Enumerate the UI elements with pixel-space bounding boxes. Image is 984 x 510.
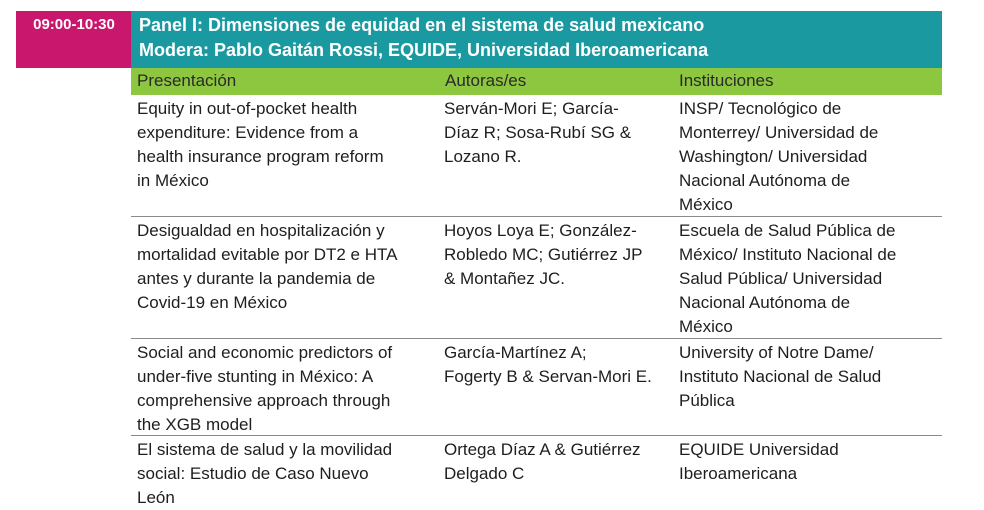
row-presentation: Desigualdad en hospitalización y mortalidad evitable por DT2 e HTA antes y durante la pandemia de Covid-19 en México (137, 221, 398, 312)
panel-moderator: Modera: Pablo Gaitán Rossi, EQUIDE, Universidad Iberoamericana (139, 40, 709, 60)
row-institutions: EQUIDE Universidad Iberoamericana (679, 440, 839, 483)
panel-title: Panel I: Dimensiones de equidad en el sistema de salud mexicano (139, 15, 705, 35)
table-row (131, 436, 942, 506)
row-authors: García-Martínez A; Fogerty B & Servan-Mori E. (444, 343, 652, 386)
row-authors: Ortega Díaz A & Gutiérrez Delgado C (444, 440, 641, 483)
table-row (131, 339, 942, 436)
column-header-institutions: Instituciones (679, 71, 774, 90)
row-presentation: Social and economic predictors of under-five stunting in México: A comprehensive approach through the XGB model (137, 343, 393, 434)
panel-header (131, 11, 942, 68)
row-authors: Hoyos Loya E; González- Robledo MC; Gutiérrez JP & Montañez JC. (444, 221, 643, 288)
column-header-row (131, 68, 942, 95)
table-row (131, 217, 942, 339)
row-institutions: University of Notre Dame/ Instituto Nacional de Salud Pública (679, 343, 882, 410)
column-header-authors: Autoras/es (445, 71, 527, 90)
column-header-presentation: Presentación (137, 71, 237, 90)
row-presentation: Equity in out-of-pocket health expenditure: Evidence from a health insurance program reform in México (137, 99, 384, 190)
schedule-table (131, 95, 942, 506)
row-presentation: El sistema de salud y la movilidad social: Estudio de Caso Nuevo León (137, 440, 393, 507)
row-institutions: Escuela de Salud Pública de México/ Instituto Nacional de Salud Pública/ Universidad Nacional Autónoma de México (679, 221, 897, 336)
table-row (131, 95, 942, 217)
session-time: 09:00-10:30 (16, 11, 132, 68)
row-institutions: INSP/ Tecnológico de Monterrey/ Universidad de Washington/ Universidad Nacional Autónoma de México (679, 99, 879, 214)
row-authors: Serván-Mori E; García- Díaz R; Sosa-Rubí SG & Lozano R. (444, 99, 632, 166)
